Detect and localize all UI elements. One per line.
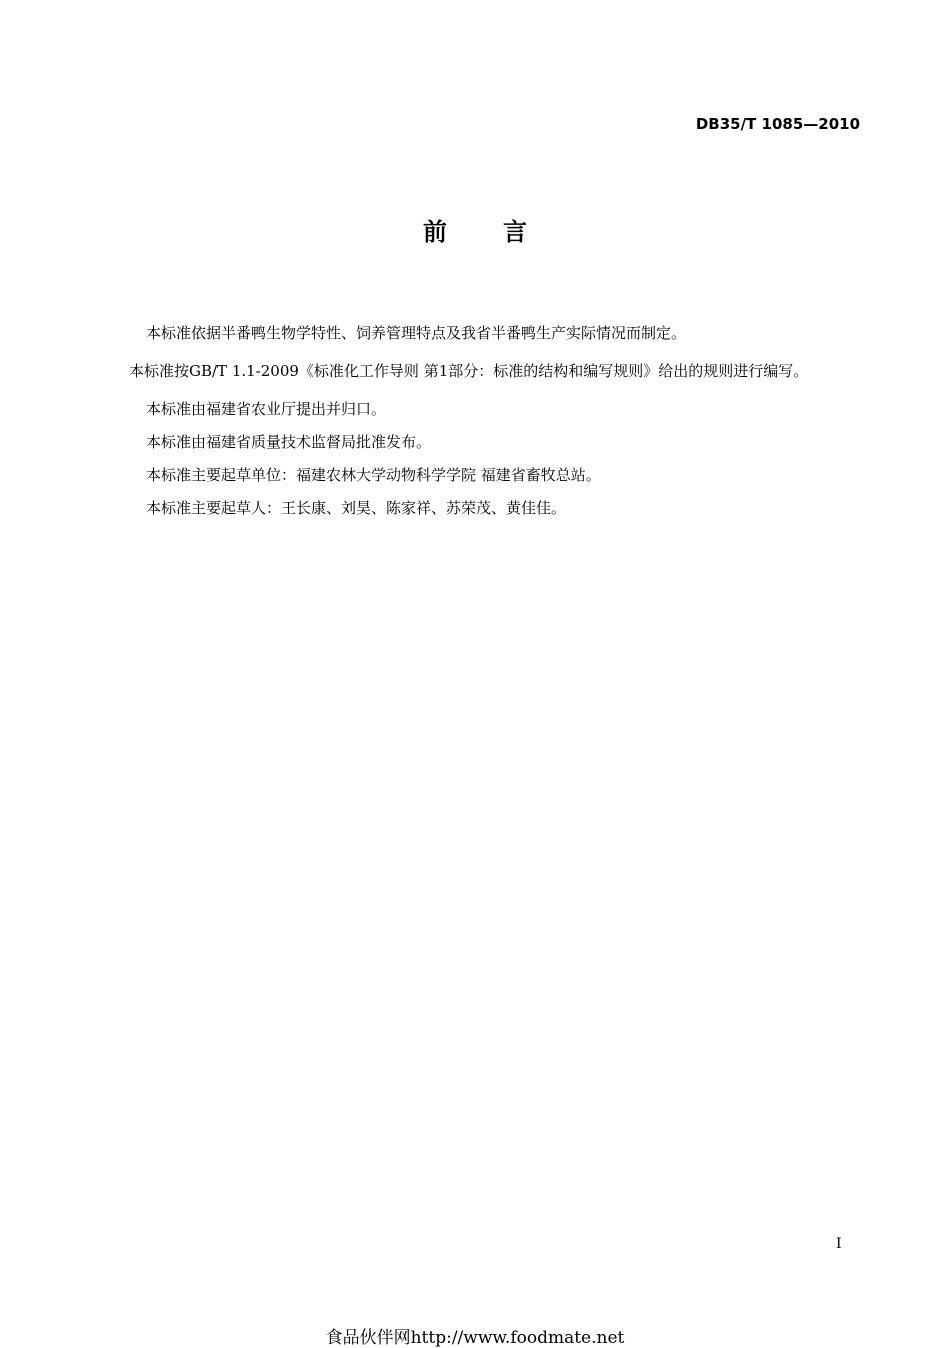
paragraph-proposer: 本标准由福建省农业厅提出并归口。 [146,400,387,418]
title-char-1: 前 [423,218,447,246]
paragraph-drafting-units: 本标准主要起草单位：福建农林大学动物科学学院 福建省畜牧总站。 [146,466,601,484]
paragraph-drafting-rules: 本标准按GB/T 1.1-2009《标准化工作导则 第1部分：标准的结构和编写规则》给出的规则进行编写。 [129,362,809,380]
paragraph-drafters: 本标准主要起草人：王长康、刘昊、陈家祥、苏荣茂、黄佳佳。 [146,499,567,517]
paragraph-approver: 本标准由福建省质量技术监督局批准发布。 [146,433,432,451]
footer-watermark: 食品伙伴网http://www.foodmate.net [325,1328,625,1348]
page-title [0,212,950,247]
standard-number: DB35/T 1085—2010 [695,115,860,133]
foreword-body [113,320,863,528]
title-char-2: 言 [503,218,527,246]
page-number: I [836,1236,842,1252]
paragraph-basis: 本标准依据半番鸭生物学特性、饲养管理特点及我省半番鸭生产实际情况而制定。 [146,324,687,342]
